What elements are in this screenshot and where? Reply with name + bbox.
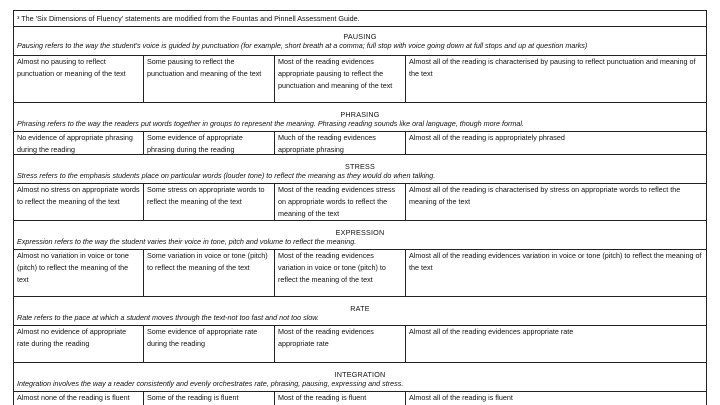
section-title: RATE [350,304,370,313]
level-3-cell: Most of the reading evidences appropriate pausing to reflect the punctuation and meaning of the text [275,56,406,102]
section-expression [14,221,706,297]
level-2-cell: Some variation in voice or tone (pitch) to reflect the meaning of the text [144,250,275,296]
level-4-cell: Almost all of the reading is appropriately phrased [409,133,565,142]
level-1-cell: Almost no pausing to reflect punctuation or meaning of the text [14,56,144,102]
levels-row [14,250,706,296]
section-title: INTEGRATION [334,370,386,379]
level-4-cell: Almost all of the reading evidences variation in voice or tone (pitch) to reflect the meaning of the text [409,251,702,272]
level-3-cell: Much of the reading evidences appropriate phrasing [275,132,406,154]
levels-row [14,392,706,405]
levels-row [14,132,706,154]
section-header [14,297,706,326]
section-stress [14,155,706,221]
section-title: PAUSING [343,32,377,41]
section-header [14,155,706,184]
level-2-cell: Some stress on appropriate words to reflect the meaning of the text [144,184,275,220]
level-4-cell: Almost all of the reading is fluent [409,393,513,402]
level-1-cell: Almost no variation in voice or tone (pitch) to reflect the meaning of the text [14,250,144,296]
level-2-cell: Some evidence of appropriate rate during the reading [144,326,275,362]
section-header [14,221,706,250]
level-1-cell: Almost none of the reading is fluent [14,392,144,405]
section-title: PHRASING [340,110,380,119]
level-2-cell: Some pausing to reflect the punctuation and meaning of the text [144,56,275,102]
level-3-cell: Most of the reading evidences variation in voice or tone (pitch) to reflect the meaning of the text [275,250,406,296]
levels-row [14,56,706,102]
level-3-cell: Most of the reading evidences stress on appropriate words to reflect the meaning of the text [275,184,406,220]
footnote: ³ The 'Six Dimensions of Fluency' statements are modified from the Fountas and Pinnell Assessment Guide. [14,11,706,27]
level-4-cell: Almost all of the reading evidences appropriate rate [409,327,574,336]
section-header [14,363,706,392]
section-title: STRESS [345,162,375,171]
level-1-cell: Almost no stress on appropriate words to reflect the meaning of the text [14,184,144,220]
level-3-cell: Most of the reading is fluent [275,392,406,405]
levels-row [14,326,706,362]
section-definition: Phrasing refers to the way the readers put words together in groups to represent the meaning. Phrasing reading sounds like oral language, though more formal. [17,119,525,128]
level-4-cell: Almost all of the reading is characterised by pausing to reflect punctuation and meaning of the text [409,57,696,78]
level-2-cell: Some evidence of appropriate phrasing during the reading [144,132,275,154]
section-definition: Pausing refers to the way the student's voice is guided by punctuation (for example, short breath at a comma; full stop with voice going down at full stops and up at question marks) [17,41,588,50]
fluency-rubric-table [13,10,707,405]
level-1-cell: Almost no evidence of appropriate rate during the reading [14,326,144,362]
level-1-cell: No evidence of appropriate phrasing during the reading [14,132,144,154]
section-definition: Stress refers to the emphasis students place on particular words (louder tone) to reflect the meaning as they would do when talking. [17,171,436,180]
level-3-cell: Most of the reading evidences appropriate rate [275,326,406,362]
section-rate [14,297,706,363]
level-4-cell: Almost all of the reading is characterised by stress on appropriate words to reflect the meaning of the text [409,185,681,206]
section-phrasing [14,103,706,155]
section-header [14,27,706,56]
levels-row [14,184,706,220]
section-header [14,103,706,132]
section-definition: Rate refers to the pace at which a student moves through the text-not too fast and not too slow. [17,313,320,322]
section-definition: Integration involves the way a reader consistently and evenly orchestrates rate, phrasing, pausing, expressing and stress. [17,379,404,388]
level-2-cell: Some of the reading is fluent [144,392,275,405]
section-definition: Expression refers to the way the student varies their voice in tone, pitch and volume to reflect the meaning. [17,237,357,246]
section-pausing [14,27,706,103]
section-integration [14,363,706,405]
section-title: EXPRESSION [335,228,385,237]
